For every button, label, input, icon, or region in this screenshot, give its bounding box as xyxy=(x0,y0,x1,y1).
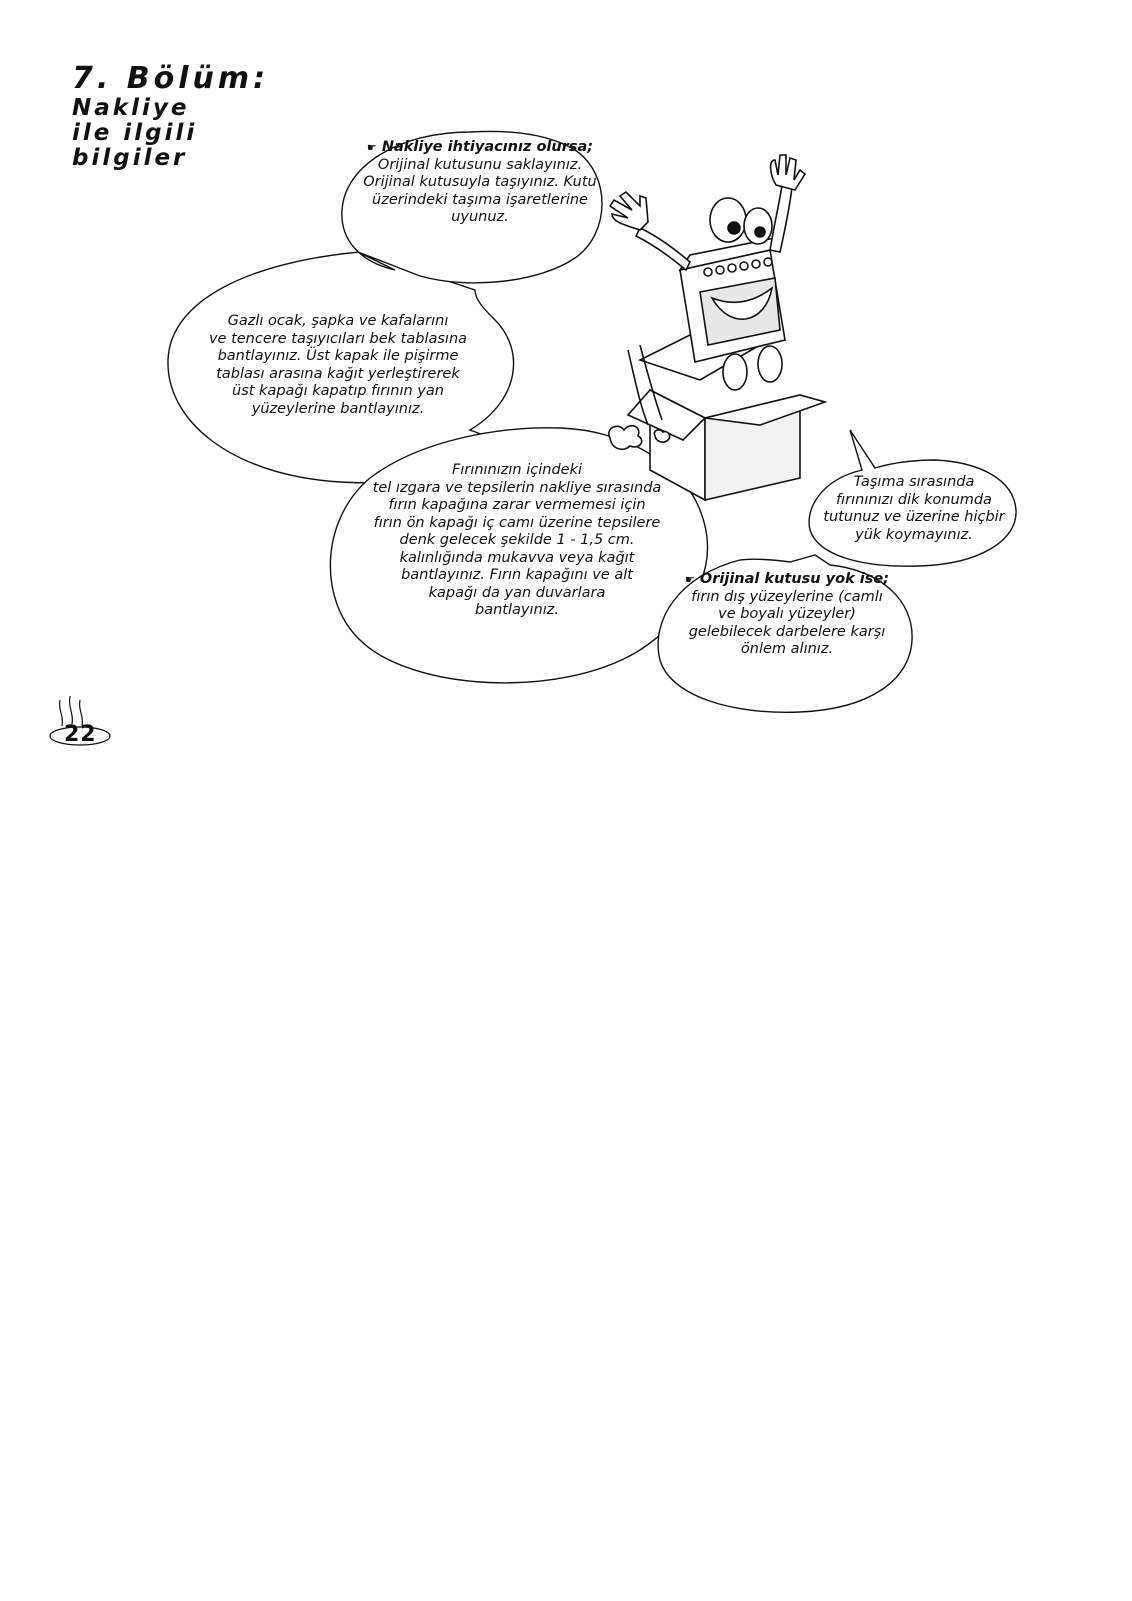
bubble-no-box-heading: ☛ Orijinal kutusu yok ise; xyxy=(684,571,889,587)
bubble-no-box-body: fırın dış yüzeylerine (camlı ve boyalı yüzeyler) gelebilecek darbelere karşı önlem alınız. xyxy=(688,588,886,657)
mascot-foot-right xyxy=(758,346,782,382)
chapter-number: 7. Bölüm: xyxy=(72,61,270,96)
box-front-flap xyxy=(705,395,825,425)
page-number-badge xyxy=(44,686,114,752)
chapter-title: Nakliye ile ilgili bilgiler xyxy=(72,95,198,171)
bubble-need-transport-heading: ☛ Nakliye ihtiyacınız olursa; xyxy=(366,139,594,155)
bubble-upright-body: Taşıma sırasında fırınınızı dik konumda tutunuz ve üzerine hiçbir yük koymayınız. xyxy=(823,474,1005,543)
bubble-upright-text xyxy=(816,474,1012,544)
pointing-hand-icon: ☛ xyxy=(684,573,695,586)
illustration-layer xyxy=(0,0,1132,760)
mascot-eye-right xyxy=(744,208,772,244)
page-number: 22 xyxy=(64,722,97,747)
mascot-foot-left xyxy=(723,354,747,390)
bubble-oven-inside-body: Fırınınızın içindeki tel ızgara ve tepsilerin nakliye sırasında fırın kapağına zarar vermemesi için fırın ön kapağı iç camı üzerine tepsilere denk gelecek şekilde 1 - 1,5 cm. kalınlığında mukavva veya kağıt bantlayınız. Fırın kapağını ve alt kapağı da yan duvarlara bantlayınız. xyxy=(372,462,662,618)
bubble-no-box-text xyxy=(672,571,902,659)
mascot-arm-right xyxy=(770,185,792,252)
bubble-need-transport-text xyxy=(350,139,610,227)
dust-puff-small xyxy=(654,430,669,442)
dust-puff xyxy=(609,426,642,450)
bubble-oven-inside-text xyxy=(352,462,682,620)
mascot-eye-left xyxy=(710,198,746,242)
mascot-hand-left xyxy=(610,192,648,230)
mascot-arm-left xyxy=(636,228,690,270)
bubble-gas-hob-body: Gazlı ocak, şapka ve kafalarını ve tencere taşıyıcıları bek tablasına bantlayınız. Üst kapak ile pişirme tablası arasına kağıt yerleştirerek üst kapağı kapatıp fırının yan yüzeylerine bantlayınız. xyxy=(208,313,468,417)
pointing-hand-icon: ☛ xyxy=(366,141,377,154)
bubble-need-transport-body: Orijinal kutusunu saklayınız. Orijinal kutusuyla taşıyınız. Kutu üzerindeki taşıma işaretlerine uyunuz. xyxy=(363,156,597,225)
bubble-gas-hob-text xyxy=(188,313,488,418)
mascot-hand-right xyxy=(771,155,805,190)
